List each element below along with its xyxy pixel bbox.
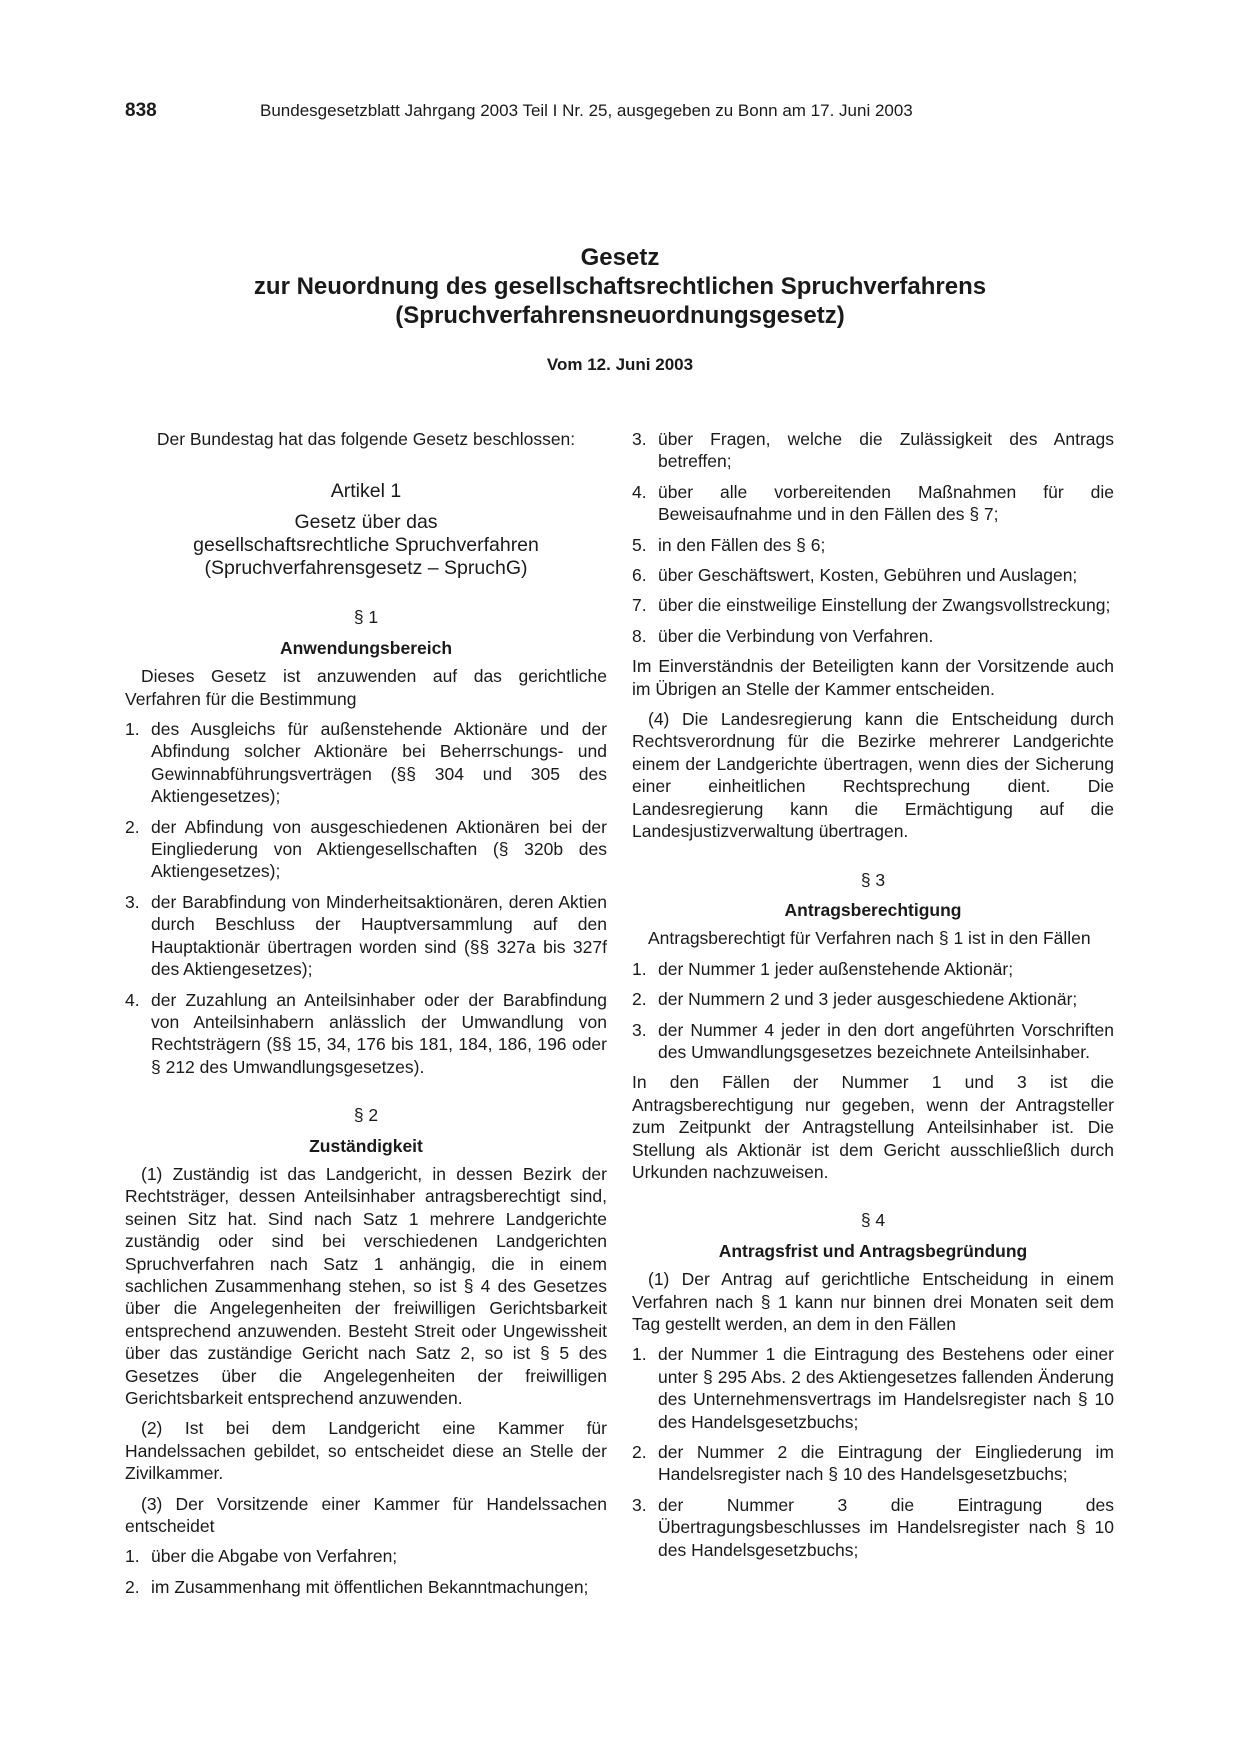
left-column xyxy=(125,428,607,1606)
list-text: des Ausgleichs für außenstehende Aktionäre und der Abfindung solcher Aktionäre bei Beherrschungs- und Gewinnabführungsverträgen (§§ 304 und 305 des Aktiengesetzes); xyxy=(151,719,607,807)
list-number: 1. xyxy=(125,1546,140,1567)
section-3-title: Antragsberechtigung xyxy=(784,899,962,920)
list-number: 3. xyxy=(125,891,140,912)
section-3-closing-paragraph: In den Fällen der Nummer 1 und 3 ist die Antragsberechtigung nur gegeben, wenn der Antragsteller zum Zeitpunkt der Antragstellung Anteilsinhaber ist. Die Stellung als Aktionär ist dem Gericht ausschließlich durch Urkunden nachzuweisen. xyxy=(632,1072,1114,1182)
list-text: im Zusammenhang mit öffentlichen Bekanntmachungen; xyxy=(151,1576,589,1597)
list-text: über Geschäftswert, Kosten, Gebühren und Auslagen; xyxy=(658,565,1078,586)
list-item xyxy=(632,1019,1114,1064)
list-text: über die Verbindung von Verfahren. xyxy=(658,625,934,646)
section-2-closing-sentence: Im Einverständnis der Beteiligten kann der Vorsitzende auch im Übrigen an Stelle der Kammer entscheiden. xyxy=(632,656,1114,699)
list-number: 1. xyxy=(632,958,647,979)
list-number: 2. xyxy=(125,816,140,837)
section-1-title: Anwendungsbereich xyxy=(279,637,453,658)
list-number: 2. xyxy=(632,989,647,1010)
list-item xyxy=(632,564,1114,586)
list-text: der Zuzahlung an Anteilsinhaber oder der Barabfindung von Anteilsinhabern anlässlich der Umwandlung von Rechtsträgern (§§ 15, 34, 176 bis 181, 184, 186, 196 oder § 212 des Umwandlungsgesetzes). xyxy=(151,989,607,1077)
list-number: 6. xyxy=(632,565,647,586)
list-item xyxy=(632,1343,1114,1433)
section-2-title: Zuständigkeit xyxy=(309,1135,423,1156)
list-text: über alle vorbereitenden Maßnahmen für die Beweisaufnahme und in den Fällen des § 7; xyxy=(658,481,1114,525)
law-title xyxy=(125,243,1115,330)
list-number: 2. xyxy=(632,1442,647,1463)
list-text: der Abfindung von ausgeschiedenen Aktionären bei der Eingliederung von Aktiengesellschaften (§ 320b des Aktiengesetzes); xyxy=(151,816,607,882)
list-item xyxy=(125,816,607,883)
list-text: der Nummer 4 jeder in den dort angeführten Vorschriften des Umwandlungsgesetzes bezeichnete Anteilsinhaber. xyxy=(658,1019,1114,1062)
list-number: 4. xyxy=(125,989,140,1010)
article-title-line-1: Gesetz über das xyxy=(294,511,438,534)
section-3-intro: Antragsberechtigt für Verfahren nach § 1 ist in den Fällen xyxy=(648,928,1091,949)
section-3-label: § 3 xyxy=(860,869,886,890)
list-item xyxy=(632,428,1114,473)
list-number: 8. xyxy=(632,625,647,646)
list-text: der Nummer 2 die Eintragung der Eingliederung im Handelsregister nach § 10 des Handelsgesetzbuchs; xyxy=(658,1442,1114,1485)
article-title xyxy=(125,511,607,580)
section-2-paragraph-1: (1) Zuständig ist das Landgericht, in dessen Bezirk der Rechtsträger, dessen Anteilsinhaber antragsberechtigt sind, seinen Sitz hat. Sind nach Satz 1 mehrere Landgerichte zuständig oder sind bei verschiedenen Landgerichten Spruchverfahren nach Satz 1 anhängig, die in einem sachlichen Zusammenhang stehen, so ist § 4 des Gesetzes über die Angelegenheiten der freiwilligen Gerichtsbarkeit entsprechend anzuwenden. Besteht Streit oder Ungewissheit über das zuständige Gericht nach Satz 2, so ist § 5 des Gesetzes über die Angelegenheiten der freiwilligen Gerichtsbarkeit entsprechend anzuwenden. xyxy=(125,1163,607,1408)
law-title-line-2: zur Neuordnung des gesellschaftsrechtlichen Spruchverfahrens xyxy=(253,273,987,300)
enactment-clause: Der Bundestag hat das folgende Gesetz beschlossen: xyxy=(156,429,576,449)
page-header xyxy=(125,100,1115,124)
list-item xyxy=(125,1576,607,1598)
list-number: 3. xyxy=(632,1019,647,1040)
list-item xyxy=(632,958,1114,980)
list-number: 2. xyxy=(125,1576,140,1597)
list-number: 1. xyxy=(125,719,140,740)
list-number: 4. xyxy=(632,481,647,502)
list-number: 3. xyxy=(632,429,647,449)
article-title-line-2: gesellschaftsrechtliche Spruchverfahren xyxy=(193,534,539,557)
list-item xyxy=(632,1494,1114,1561)
section-4-paragraph-1: (1) Der Antrag auf gerichtliche Entscheidung in einem Verfahren nach § 1 kann nur binnen drei Monaten seit dem Tag gestellt werden, an dem in den Fällen xyxy=(632,1269,1114,1334)
page-number: 838 xyxy=(125,100,157,121)
list-item xyxy=(632,534,1114,556)
list-text: der Nummern 2 und 3 jeder ausgeschiedene Aktionär; xyxy=(658,989,1078,1010)
list-item xyxy=(632,988,1114,1010)
list-item xyxy=(632,594,1114,616)
list-text: über die Abgabe von Verfahren; xyxy=(151,1546,398,1567)
list-text: in den Fällen des § 6; xyxy=(658,534,826,555)
section-2-paragraph-4: (4) Die Landesregierung kann die Entscheidung durch Rechtsverordnung für die Bezirke mehrerer Landgerichte einem der Landgerichte übertragen, wenn dies der Sicherung einer einheitlichen Rechtsprechung dient. Die Landesregierung kann die Ermächtigung auf die Landesjustizverwaltung übertragen. xyxy=(632,709,1114,842)
running-head: Bundesgesetzblatt Jahrgang 2003 Teil I Nr. 25, ausgegeben zu Bonn am 17. Juni 2003 xyxy=(260,101,913,120)
law-date: Vom 12. Juni 2003 xyxy=(546,355,694,374)
list-text: der Nummer 1 die Eintragung des Bestehens oder einer unter § 295 Abs. 2 des Aktiengesetzes fallenden Änderung des Unternehmensvertrags im Handelsregister nach § 10 des Handelsgesetzbuchs; xyxy=(658,1344,1114,1432)
list-number: 1. xyxy=(632,1344,647,1365)
section-4-title: Antragsfrist und Antragsbegründung xyxy=(718,1240,1028,1261)
list-text: der Nummer 1 jeder außenstehende Aktionär; xyxy=(658,958,1014,979)
article-label: Artikel 1 xyxy=(330,480,402,503)
article-title-line-3: (Spruchverfahrensgesetz – SpruchG) xyxy=(204,557,528,580)
section-2-label: § 2 xyxy=(353,1105,379,1126)
list-item xyxy=(632,1441,1114,1486)
section-2-paragraph-2: (2) Ist bei dem Landgericht eine Kammer für Handelssachen gebildet, so entscheidet diese an Stelle der Zivilkammer. xyxy=(125,1418,607,1484)
list-text: der Nummer 3 die Eintragung des Übertragungsbeschlusses im Handelsregister nach § 10 des Handelsgesetzbuchs; xyxy=(658,1494,1114,1560)
section-4-label: § 4 xyxy=(860,1210,886,1231)
list-item xyxy=(125,891,607,981)
list-number: 5. xyxy=(632,534,647,555)
list-item xyxy=(632,625,1114,647)
list-item xyxy=(125,989,607,1079)
list-text: der Barabfindung von Minderheitsaktionären, deren Aktien durch Beschluss der Hauptversammlung auf den Hauptaktionär übertragen worden sind (§§ 327a bis 327f des Aktiengesetzes); xyxy=(151,891,607,980)
right-column xyxy=(632,428,1114,1569)
law-title-line-1: Gesetz xyxy=(580,244,660,271)
list-number: 3. xyxy=(632,1494,647,1515)
section-1-label: § 1 xyxy=(353,607,379,628)
list-item xyxy=(632,481,1114,526)
list-item xyxy=(125,718,607,808)
list-text: über die einstweilige Einstellung der Zwangsvollstreckung; xyxy=(658,595,1111,616)
list-number: 7. xyxy=(632,595,647,616)
list-text: über Fragen, welche die Zulässigkeit des Antrags betreffen; xyxy=(658,429,1114,472)
law-title-line-3: (Spruchverfahrensneuordnungsgesetz) xyxy=(395,302,845,329)
list-item xyxy=(125,1545,607,1567)
section-1-intro: Dieses Gesetz ist anzuwenden auf das gerichtliche Verfahren für die Bestimmung xyxy=(125,666,607,709)
section-2-paragraph-3: (3) Der Vorsitzende einer Kammer für Handelssachen entscheidet xyxy=(125,1493,607,1537)
